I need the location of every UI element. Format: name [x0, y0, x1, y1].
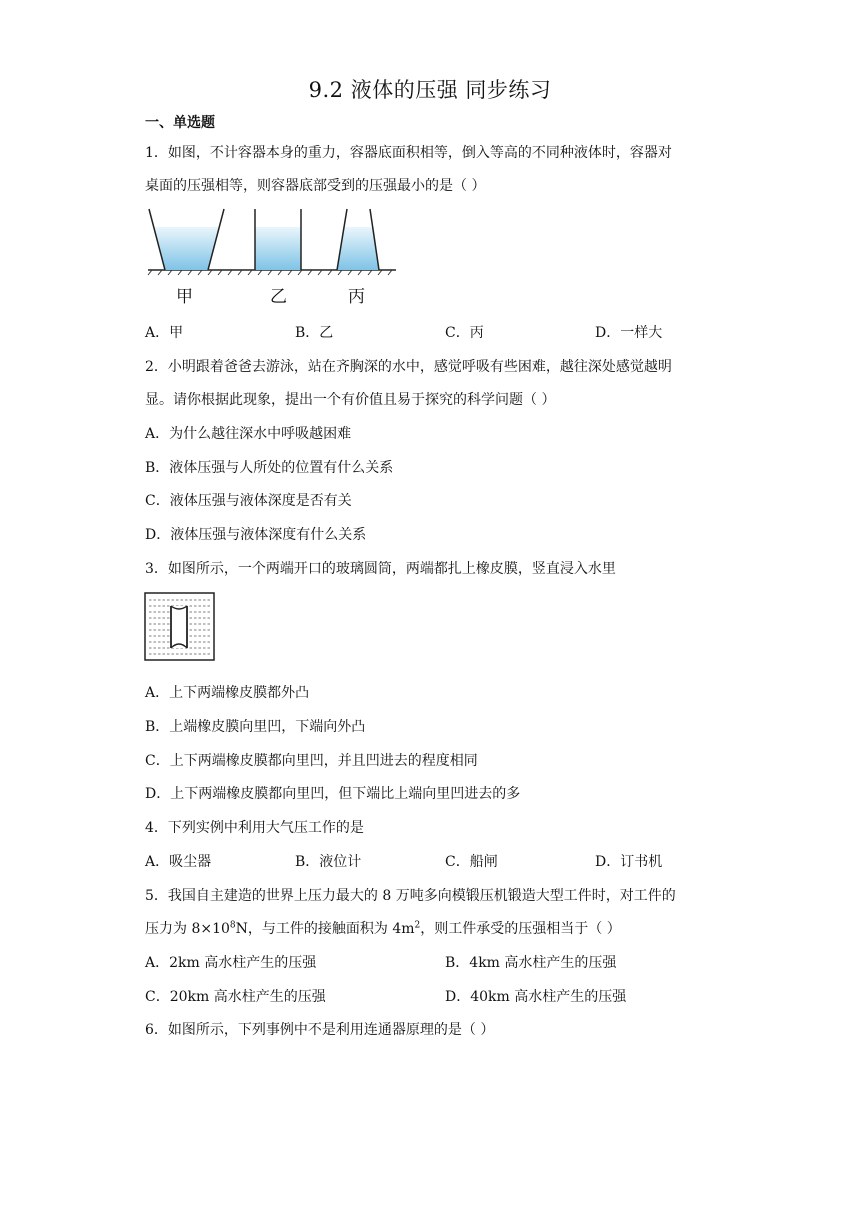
q3-line1: 3．如图所示，一个两端开口的玻璃圆筒，两端都扎上橡皮膜，竖直浸入水里	[145, 561, 616, 577]
q2-option-a[interactable]: A．为什么越往深水中呼吸越困难	[145, 426, 352, 442]
q5-option-a[interactable]: A．2km 高水柱产生的压强	[145, 955, 317, 971]
section-heading: 一、单选题	[145, 115, 215, 131]
q4-option-d[interactable]: D．订书机	[595, 854, 663, 870]
q5-line2-part1: 压力为 8×10	[145, 921, 230, 937]
q3-option-b[interactable]: B．上端橡皮膜向里凹，下端向外凸	[145, 719, 366, 735]
q2-option-d[interactable]: D．液体压强与液体深度有什么关系	[145, 527, 367, 543]
q5-option-d[interactable]: D．40km 高水柱产生的压强	[445, 989, 627, 1005]
q1-line1: 1．如图，不计容器本身的重力，容器底面积相等，倒入等高的不同种液体时，容器对	[145, 145, 672, 161]
q4-option-a[interactable]: A．吸尘器	[145, 854, 212, 870]
fig-label-jia: 甲	[176, 287, 193, 307]
q1-line2: 桌面的压强相等，则容器底部受到的压强最小的是（ ）	[145, 178, 486, 194]
q1-option-b[interactable]: B．乙	[295, 325, 334, 341]
q5-line2	[145, 918, 621, 938]
q4-option-c[interactable]: C．船闸	[445, 854, 498, 870]
q5-area-exponent: 2	[414, 920, 421, 931]
q4-option-b[interactable]: B．液位计	[295, 854, 362, 870]
q2-line2: 显。请你根据此现象，提出一个有价值且易于探究的科学问题（ ）	[145, 392, 556, 408]
q3-option-a[interactable]: A．上下两端橡皮膜都外凸	[145, 685, 310, 701]
page-title: 9.2 液体的压强 同步练习	[308, 78, 552, 102]
q5-exponent: 8	[229, 920, 236, 931]
fig-label-yi: 乙	[270, 287, 287, 307]
q3-option-d[interactable]: D．上下两端橡皮膜都向里凹，但下端比上端向里凹进去的多	[145, 786, 521, 802]
q1-option-d[interactable]: D．一样大	[595, 325, 663, 341]
q1-option-a[interactable]: A．甲	[145, 325, 184, 341]
q1-option-c[interactable]: C．丙	[445, 325, 484, 341]
q5-line2-part2: N，与工件的接触面积为 4m	[235, 921, 415, 937]
fig-label-bing: 丙	[348, 287, 365, 307]
q2-option-b[interactable]: B．液体压强与人所处的位置有什么关系	[145, 460, 394, 476]
q2-option-c[interactable]: C．液体压强与液体深度是否有关	[145, 493, 352, 509]
q3-option-c[interactable]: C．上下两端橡皮膜都向里凹，并且凹进去的程度相同	[145, 753, 478, 769]
q5-option-c[interactable]: C．20km 高水柱产生的压强	[145, 989, 326, 1005]
q5-line2-part3: ，则工件承受的压强相当于（ ）	[420, 921, 621, 937]
q3-tube-figure	[144, 592, 216, 662]
q6-line1: 6．如图所示，下列事例中不是利用连通器原理的是（ ）	[145, 1022, 495, 1038]
q5-option-b[interactable]: B．4km 高水柱产生的压强	[445, 955, 617, 971]
q5-line1: 5．我国自主建造的世界上压力最大的 8 万吨多向模锻压机锻造大型工件时，对工件的	[145, 888, 676, 904]
q4-line1: 4．下列实例中利用大气压工作的是	[145, 820, 364, 836]
q2-line1: 2．小明跟着爸爸去游泳，站在齐胸深的水中，感觉呼吸有些困难，越往深处感觉越明	[145, 359, 672, 375]
